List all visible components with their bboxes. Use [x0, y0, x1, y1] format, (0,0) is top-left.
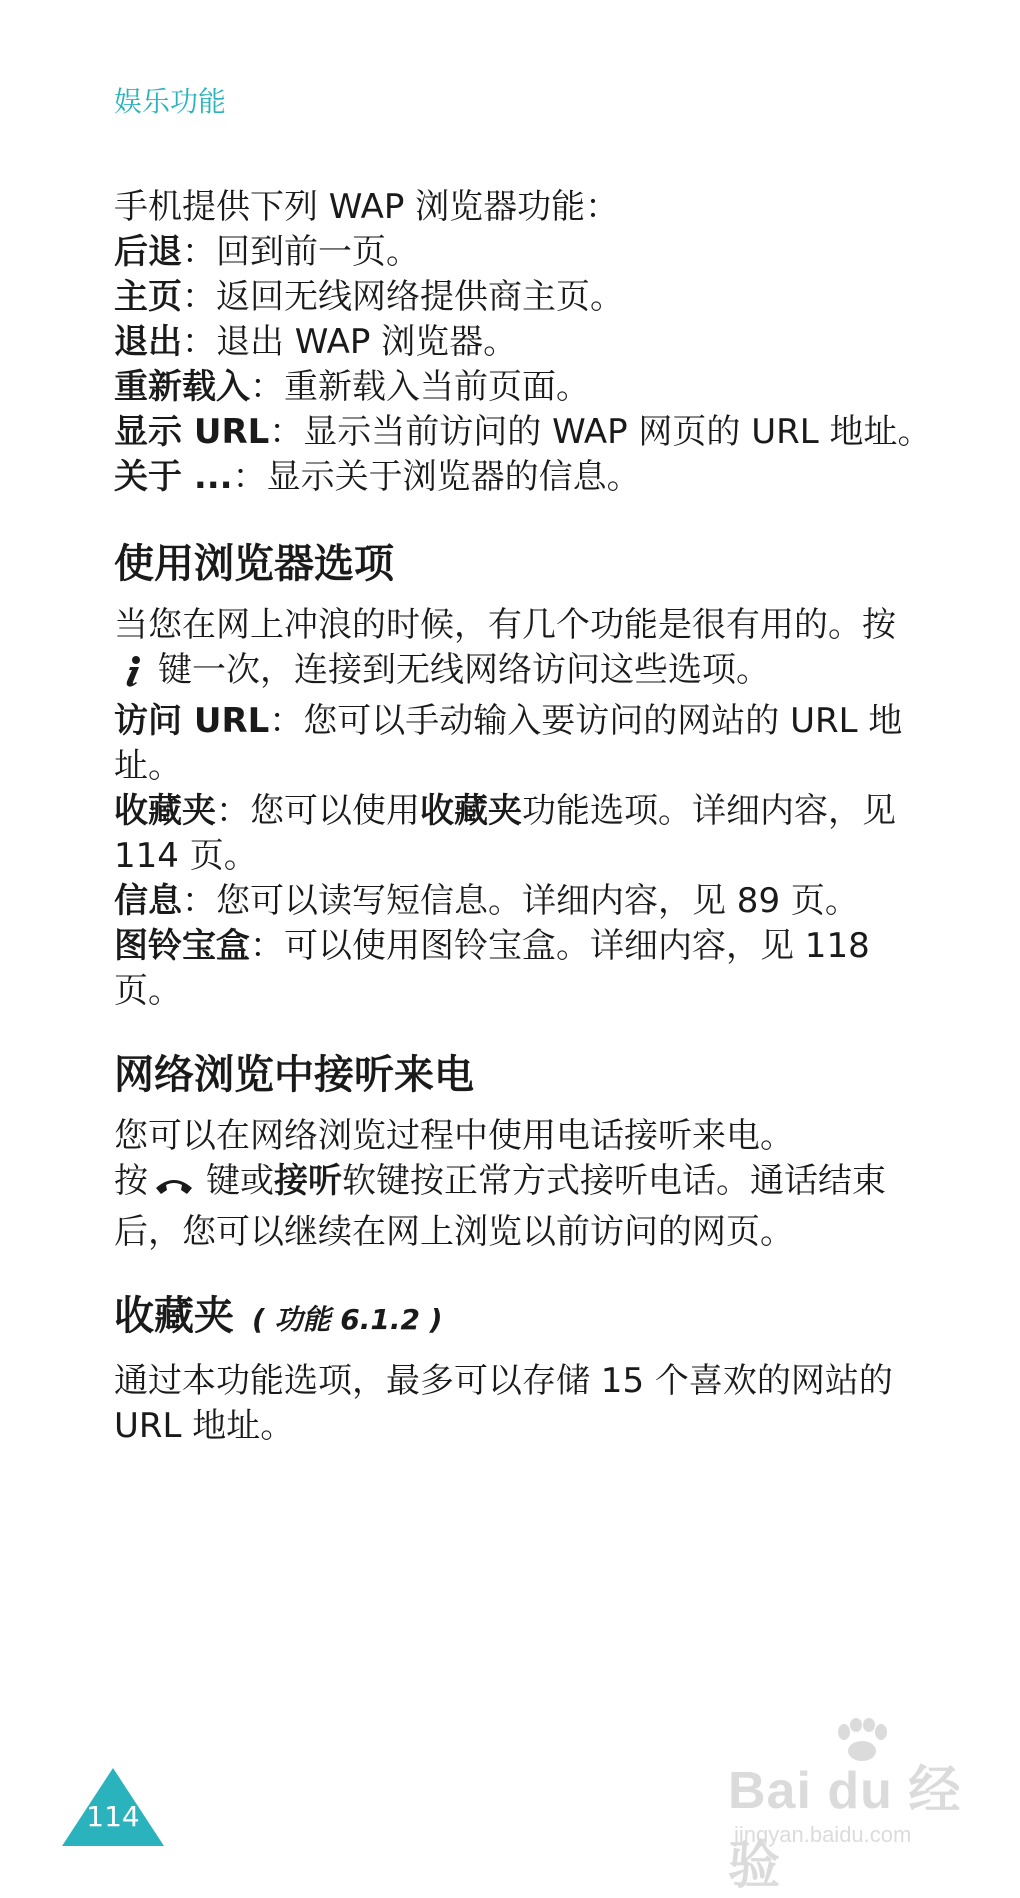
function-item-back [114, 230, 934, 275]
function-item-about [114, 455, 934, 500]
favorites-emphasis: 收藏夹 [420, 791, 522, 831]
desc: ：显示当前访问的 WAP 网页的 URL 地址。 [269, 412, 932, 452]
option-item-messages [114, 879, 934, 924]
function-item-reload [114, 365, 934, 410]
info-key-icon [120, 654, 146, 699]
para-text: 按 [114, 1161, 148, 1201]
function-item-home [114, 275, 934, 320]
option-item-goto-url [114, 699, 934, 789]
term: 后退 [114, 232, 182, 272]
favorites-paragraph: 通过本功能选项，最多可以存储 15 个喜欢的网站的 URL 地址。 [114, 1361, 893, 1446]
para-text: 当您在网上冲浪的时候，有几个功能是很有用的。按 [114, 605, 896, 645]
phone-send-key-icon [154, 1165, 194, 1210]
term: 图铃宝盒 [114, 926, 250, 966]
manual-content [114, 185, 934, 1449]
desc: ：您可以使用 [216, 791, 420, 831]
calls-paragraph-2 [114, 1159, 934, 1255]
term: 显示 URL [114, 412, 270, 452]
desc: 功能选项。详细内容，见 114 页。 [114, 791, 896, 876]
term: 关于 ... [114, 457, 233, 497]
desc: ：回到前一页。 [182, 232, 420, 272]
desc: ：返回无线网络提供商主页。 [182, 277, 624, 317]
heading-favorites [114, 1291, 934, 1345]
para-text: 键或 [206, 1161, 274, 1201]
desc: ：您可以手动输入要访问的网站的 URL 地址。 [114, 701, 903, 786]
desc: ：可以使用图铃宝盒。详细内容，见 118 页。 [114, 926, 870, 1011]
intro-text: 手机提供下列 WAP 浏览器功能： [114, 187, 620, 227]
section-label: 娱乐功能 [114, 85, 227, 118]
page-number: 114 [86, 1800, 140, 1833]
desc: ：您可以读写短信息。详细内容，见 89 页。 [182, 881, 859, 921]
term: 信息 [114, 881, 182, 921]
calls-paragraph-1: 您可以在网络浏览过程中使用电话接听来电。 [114, 1116, 794, 1156]
watermark-logo-text: Bai du 经验 [728, 1762, 962, 1895]
answer-emphasis: 接听 [274, 1161, 342, 1201]
options-paragraph [114, 603, 934, 699]
function-number-note: ( 功能 6.1.2 ) [252, 1303, 443, 1336]
baidu-watermark [720, 1718, 982, 1895]
function-item-show-url [114, 410, 934, 455]
term: 重新载入 [114, 367, 250, 407]
para-text: 键一次，连接到无线网络访问这些选项。 [158, 650, 770, 690]
term: 退出 [114, 322, 182, 362]
heading-browser-options: 使用浏览器选项 [114, 541, 394, 587]
heading-text: 收藏夹 [114, 1293, 234, 1339]
desc: ：退出 WAP 浏览器。 [182, 322, 518, 362]
option-item-media-box [114, 924, 934, 1014]
heading-answer-calls: 网络浏览中接听来电 [114, 1052, 474, 1098]
desc: ：显示关于浏览器的信息。 [232, 457, 641, 497]
term: 收藏夹 [114, 791, 216, 831]
term: 主页 [114, 277, 182, 317]
para-text: 软键按正常方式接听电话。通话结束后，您可以继续在网上浏览以前访问的网页。 [114, 1161, 886, 1252]
watermark-url: jingyan.baidu.com [734, 1822, 912, 1847]
option-item-favorites [114, 789, 934, 879]
desc: ：重新载入当前页面。 [250, 367, 590, 407]
term: 访问 URL [114, 701, 270, 741]
function-item-exit [114, 320, 934, 365]
